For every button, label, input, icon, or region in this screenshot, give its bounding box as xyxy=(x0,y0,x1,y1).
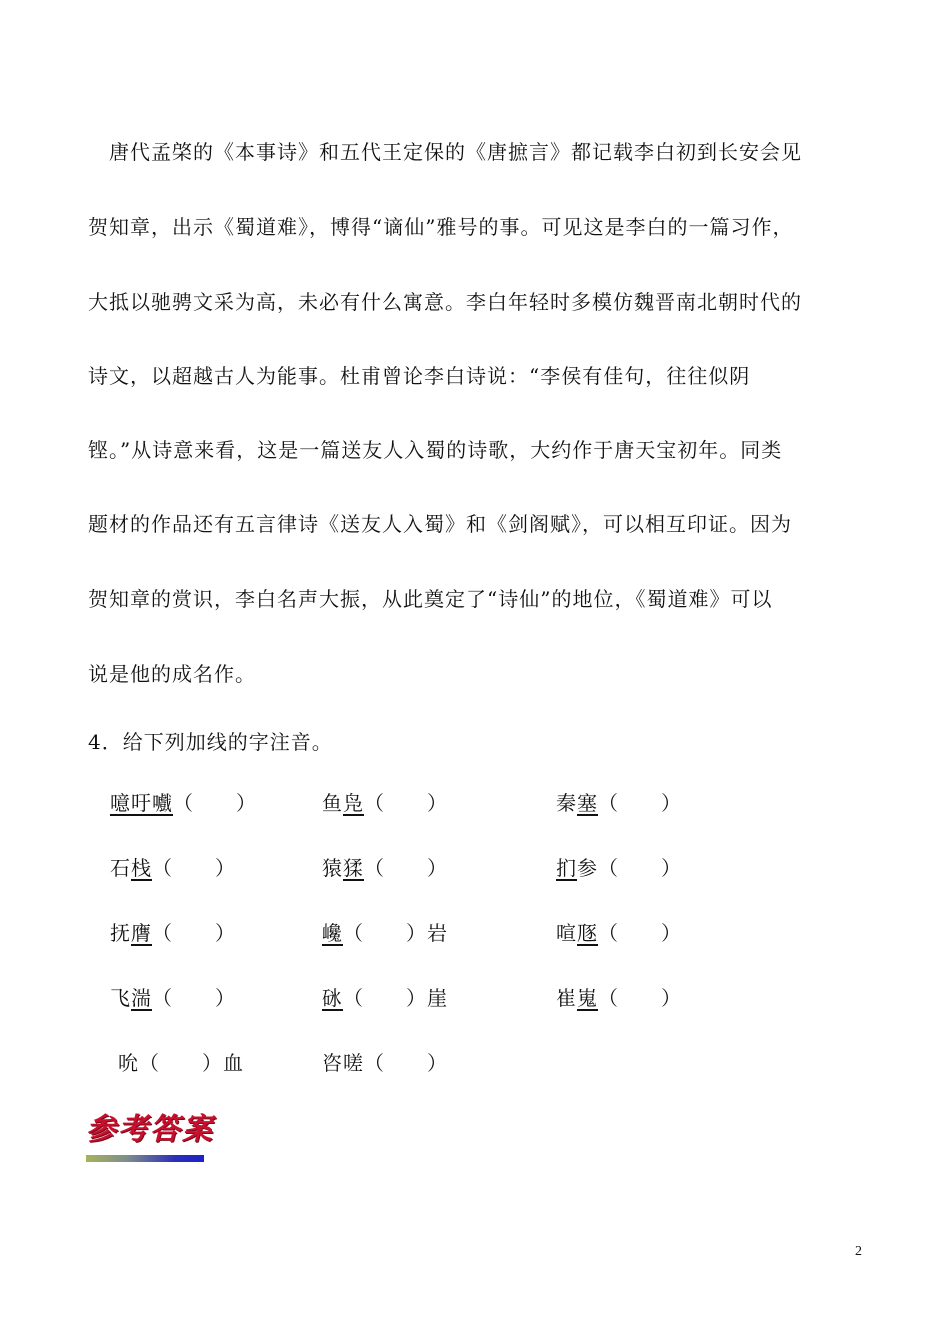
pinyin-item xyxy=(556,789,682,817)
answer-blank[interactable]: （ ） xyxy=(152,921,236,945)
underlined-char: 砯 xyxy=(322,986,343,1010)
pinyin-item xyxy=(110,984,236,1012)
item-suffix: 崖 xyxy=(427,986,448,1010)
underlined-char: 巉 xyxy=(322,921,343,945)
answer-blank[interactable]: （ ） xyxy=(598,986,682,1010)
item-suffix: 血 xyxy=(223,1051,244,1075)
pinyin-item xyxy=(556,984,682,1012)
answer-blank[interactable]: （ ） xyxy=(364,1051,448,1075)
answer-blank[interactable]: （ ） xyxy=(152,986,236,1010)
question-4: 4．给下列加线的字注音。 xyxy=(88,730,333,754)
item-prefix: 咨嗟 xyxy=(322,1051,364,1075)
heading-underline-bar xyxy=(86,1155,204,1162)
pinyin-item xyxy=(110,789,257,817)
pinyin-item xyxy=(556,854,682,882)
underlined-char: 嵬 xyxy=(577,986,598,1010)
item-prefix: 喧 xyxy=(556,921,577,945)
item-prefix: 鱼 xyxy=(322,791,343,815)
underlined-char: 猱 xyxy=(343,856,364,880)
passage-line: 诗文，以超越古人为能事。杜甫曾论李白诗说：“李侯有佳句，往往似阴 xyxy=(88,364,751,388)
pinyin-item xyxy=(322,789,448,817)
pinyin-item xyxy=(110,854,236,882)
item-prefix: 吮 xyxy=(118,1051,139,1075)
answer-blank[interactable]: （ ） xyxy=(343,986,427,1010)
passage-line: 铿。”从诗意来看，这是一篇送友人入蜀的诗歌，大约作于唐天宝初年。同类 xyxy=(88,438,783,462)
pinyin-item xyxy=(556,919,682,947)
pinyin-item xyxy=(322,854,448,882)
passage-line: 贺知章，出示《蜀道难》，博得“谪仙”雅号的事。可见这是李白的一篇习作， xyxy=(88,215,794,239)
answer-heading: 参考答案 xyxy=(86,1112,214,1147)
pinyin-item xyxy=(118,1049,244,1077)
pinyin-item xyxy=(110,919,236,947)
answer-blank[interactable]: （ ） xyxy=(364,791,448,815)
passage-line: 大抵以驰骋文采为高，未必有什么寓意。李白年轻时多模仿魏晋南北朝时代的 xyxy=(88,290,802,314)
underlined-char: 塞 xyxy=(577,791,598,815)
answer-blank[interactable]: （ ） xyxy=(173,791,257,815)
underlined-char: 湍 xyxy=(131,986,152,1010)
answer-blank[interactable]: （ ） xyxy=(152,856,236,880)
passage-line: 题材的作品还有五言律诗《送友人入蜀》和《剑阁赋》，可以相互印证。因为 xyxy=(88,512,792,536)
item-prefix: 猿 xyxy=(322,856,343,880)
underlined-char: 豗 xyxy=(577,921,598,945)
item-prefix: 石 xyxy=(110,856,131,880)
answer-blank[interactable]: （ ） xyxy=(364,856,448,880)
item-prefix: 抚 xyxy=(110,921,131,945)
underlined-char: 扪 xyxy=(556,856,577,880)
passage-line: 唐代孟棨的《本事诗》和五代王定保的《唐摭言》都记载李白初到长安会见 xyxy=(88,140,802,164)
item-prefix: 飞 xyxy=(110,986,131,1010)
passage-line: 贺知章的赏识，李白名声大振，从此奠定了“诗仙”的地位，《蜀道难》可以 xyxy=(88,587,773,611)
answer-blank[interactable]: （ ） xyxy=(139,1051,223,1075)
passage-line: 说是他的成名作。 xyxy=(88,662,256,686)
item-suffix: 岩 xyxy=(427,921,448,945)
page-number: 2 xyxy=(855,1244,862,1259)
answer-blank[interactable]: （ ） xyxy=(598,921,682,945)
pinyin-item xyxy=(322,919,448,947)
pinyin-item xyxy=(322,984,448,1012)
pinyin-item xyxy=(322,1049,448,1077)
underlined-char: 凫 xyxy=(343,791,364,815)
item-prefix: 崔 xyxy=(556,986,577,1010)
answer-blank[interactable]: （ ） xyxy=(343,921,427,945)
underlined-char: 栈 xyxy=(131,856,152,880)
underlined-char: 噫吁嚱 xyxy=(110,791,173,815)
item-prefix: 秦 xyxy=(556,791,577,815)
answer-blank[interactable]: 参（ ） xyxy=(577,856,682,880)
answer-blank[interactable]: （ ） xyxy=(598,791,682,815)
underlined-char: 膺 xyxy=(131,921,152,945)
